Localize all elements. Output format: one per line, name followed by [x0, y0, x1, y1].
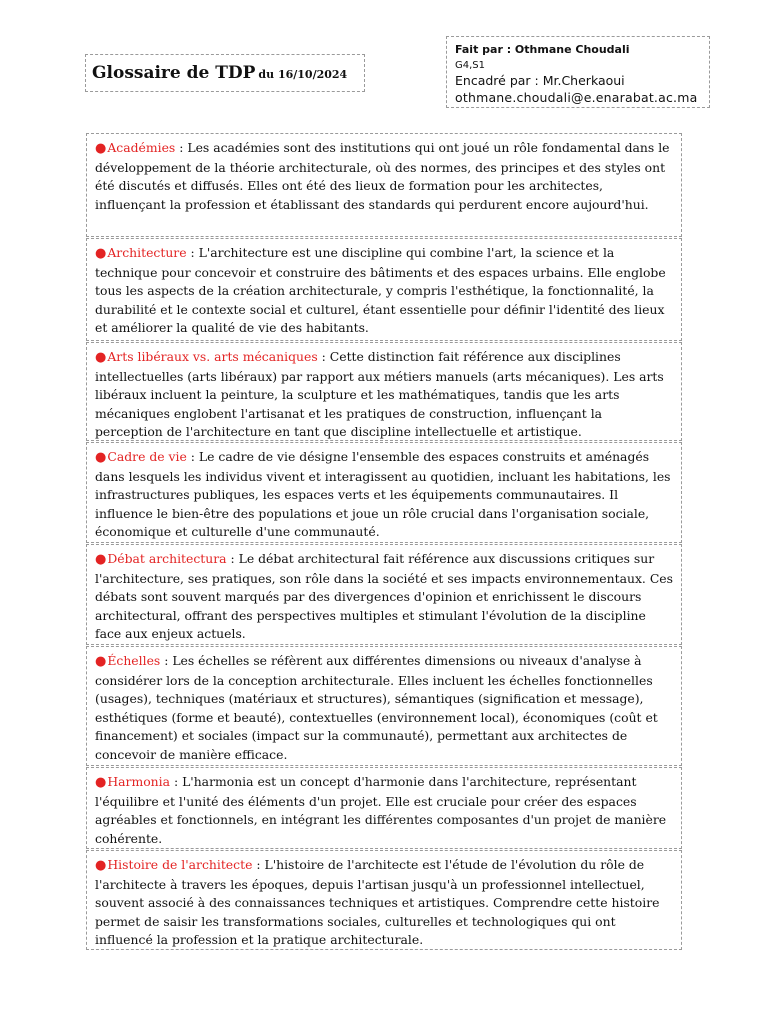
bullet-icon: ●: [95, 775, 107, 790]
entry-term: Arts libéraux vs. arts mécaniques: [107, 349, 318, 364]
glossary-entry: [86, 442, 682, 543]
entry-term: Échelles: [107, 653, 161, 668]
entry-text: ●Académies : Les académies sont des institutions qui ont joué un rôle fondamental dans le développement de la théorie architecturale, où des normes, des principes et des styles ont été discutés et diffusés. Elles ont été des lieux de formation pour les architectes, influençant la profession et établissant des standards qui perdurent encore aujourd'hui.: [95, 140, 670, 212]
bullet-icon: ●: [95, 858, 107, 873]
entry-definition: Le débat architectural fait référence aux discussions critiques sur l'architecture, ses pratiques, son rôle dans la société et ses impacts environnementaux. Ces débats sont souvent marqués par des divergences d'opinion et enrichissent le discours architectural, offrant des perspectives multiples et stimulant l'évolution de la discipline face aux enjeux actuels.: [95, 551, 673, 641]
glossary-entry: [86, 767, 682, 849]
entry-text: ●Arts libéraux vs. arts mécaniques : Cette distinction fait référence aux disciplines intellectuelles (arts libéraux) par rapport aux métiers manuels (arts mécaniques). Les arts libéraux incluent la peinture, la sculpture et les mathématiques, tandis que les arts mécaniques englobent l'artisanat et les pratiques de construction, influençant la perception de l'architecture en tant que discipline intellectuelle et artistique.: [95, 349, 664, 439]
glossary-entry: [86, 342, 682, 441]
author-email: othmane.choudali@e.enarabat.ac.ma: [455, 90, 698, 105]
glossary-entry: [86, 238, 682, 341]
group-label: G4,S1: [455, 60, 485, 71]
entry-term: Histoire de l'architecte: [107, 857, 253, 872]
entry-definition: Cette distinction fait référence aux disciplines intellectuelles (arts libéraux) par rapport aux métiers manuels (arts mécaniques). Les arts libéraux incluent la peinture, la sculpture et les mathématiques, tandis que les arts mécaniques englobent l'artisanat et les pratiques de construction, influençant la perception de l'architecture en tant que discipline intellectuelle et artistique.: [95, 349, 664, 439]
supervisor: Encadré par : Mr.Cherkaoui: [455, 73, 625, 88]
title-date: du 16/10/2024: [258, 68, 348, 81]
entry-text: ●Échelles : Les échelles se réfèrent aux différentes dimensions ou niveaux d'analyse à considérer lors de la conception architecturale. Elles incluent les échelles fonctionnelles (usages), techniques (matériaux et structures), sémantiques (signification et message), esthétiques (forme et beauté), contextuelles (environnement local), économiques (coût et financement) et sociales (impact sur la communauté), permettant aux architectes de concevoir de manière efficace.: [95, 653, 658, 762]
title-box: [85, 54, 365, 92]
bullet-icon: ●: [95, 552, 107, 567]
page-title: [92, 63, 347, 83]
bullet-icon: ●: [95, 246, 107, 261]
author-name: Fait par : Othmane Choudali: [455, 43, 630, 56]
glossary-entry: [86, 646, 682, 766]
entry-definition: L'architecture est une discipline qui combine l'art, la science et la technique pour concevoir et construire des bâtiments et des espaces urbains. Elle englobe tous les aspects de la création architecturale, y compris l'esthétique, la fonctionnalité, la durabilité et le contexte social et culturel, étant essentielle pour définir l'identité des lieux et améliorer la qualité de vie des habitants.: [95, 245, 666, 335]
entry-text: ●Harmonia : L'harmonia est un concept d'harmonie dans l'architecture, représentant l'équilibre et l'unité des éléments d'un projet. Elle est cruciale pour créer des espaces agréables et fonctionnels, en intégrant les différentes composantes d'un projet de manière cohérente.: [95, 774, 667, 846]
entry-term: Architecture: [107, 245, 187, 260]
author-box: [446, 36, 710, 108]
entry-definition: L'histoire de l'architecte est l'étude de l'évolution du rôle de l'architecte à travers les époques, depuis l'artisan jusqu'à un professionnel intellectuel, souvent associé à des connaissances techniques et artistiques. Comprendre cette histoire permet de saisir les transformations sociales, culturelles et technologiques qui ont influencé la profession et la pratique architecturale.: [95, 857, 660, 947]
entry-definition: Les académies sont des institutions qui ont joué un rôle fondamental dans le développement de la théorie architecturale, où des normes, des principes et des styles ont été discutés et diffusés. Elles ont été des lieux de formation pour les architectes, influençant la profession et établissant des standards qui perdurent encore aujourd'hui.: [95, 140, 670, 212]
glossary-entry: [86, 850, 682, 950]
title-text: Glossaire de TDP: [92, 63, 256, 83]
bullet-icon: ●: [95, 654, 107, 669]
bullet-icon: ●: [95, 350, 107, 365]
glossary-entry: [86, 133, 682, 237]
glossary-entry: [86, 544, 682, 645]
entry-text: ●Débat architectura : Le débat architectural fait référence aux discussions critiques sur l'architecture, ses pratiques, son rôle dans la société et ses impacts environnementaux. Ces débats sont souvent marqués par des divergences d'opinion et enrichissent le discours architectural, offrant des perspectives multiples et stimulant l'évolution de la discipline face aux enjeux actuels.: [95, 551, 673, 641]
bullet-icon: ●: [95, 450, 107, 465]
entry-text: ●Cadre de vie : Le cadre de vie désigne l'ensemble des espaces construits et aménagés dans lesquels les individus vivent et interagissent au quotidien, incluant les habitations, les infrastructures publiques, les espaces verts et les équipements communautaires. Il influence le bien-être des populations et joue un rôle crucial dans l'organisation sociale, économique et culturelle d'une communauté.: [95, 449, 671, 539]
entry-definition: L'harmonia est un concept d'harmonie dans l'architecture, représentant l'équilibre et l'unité des éléments d'un projet. Elle est cruciale pour créer des espaces agréables et fonctionnels, en intégrant les différentes composantes d'un projet de manière cohérente.: [95, 774, 667, 846]
entry-term: Débat architectura: [107, 551, 227, 566]
entry-text: ●Architecture : L'architecture est une discipline qui combine l'art, la science et la technique pour concevoir et construire des bâtiments et des espaces urbains. Elle englobe tous les aspects de la création architecturale, y compris l'esthétique, la fonctionnalité, la durabilité et le contexte social et culturel, étant essentielle pour définir l'identité des lieux et améliorer la qualité de vie des habitants.: [95, 245, 666, 335]
entry-term: Académies: [107, 140, 176, 155]
bullet-icon: ●: [95, 141, 107, 156]
entry-definition: Le cadre de vie désigne l'ensemble des espaces construits et aménagés dans lesquels les individus vivent et interagissent au quotidien, incluant les habitations, les infrastructures publiques, les espaces verts et les équipements communautaires. Il influence le bien-être des populations et joue un rôle crucial dans l'organisation sociale, économique et culturelle d'une communauté.: [95, 449, 671, 539]
entry-term: Harmonia: [107, 774, 170, 789]
entry-text: ●Histoire de l'architecte : L'histoire de l'architecte est l'étude de l'évolution du rôle de l'architecte à travers les époques, depuis l'artisan jusqu'à un professionnel intellectuel, souvent associé à des connaissances techniques et artistiques. Comprendre cette histoire permet de saisir les transformations sociales, culturelles et technologiques qui ont influencé la profession et la pratique architecturale.: [95, 857, 660, 947]
entry-definition: Les échelles se réfèrent aux différentes dimensions ou niveaux d'analyse à considérer lors de la conception architecturale. Elles incluent les échelles fonctionnelles (usages), techniques (matériaux et structures), sémantiques (signification et message), esthétiques (forme et beauté), contextuelles (environnement local), économiques (coût et financement) et sociales (impact sur la communauté), permettant aux architectes de concevoir de manière efficace.: [95, 653, 658, 762]
entry-term: Cadre de vie: [107, 449, 187, 464]
